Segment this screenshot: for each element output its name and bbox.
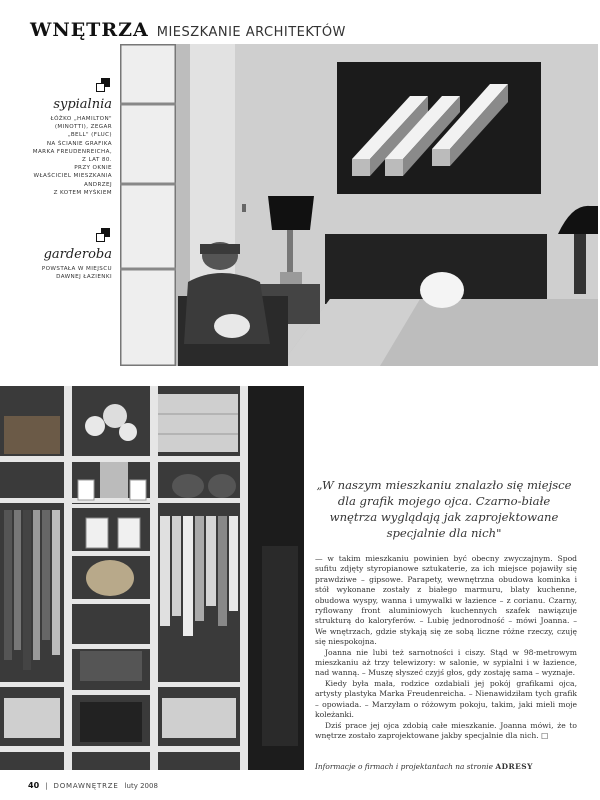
section-title: WNĘTRZA — [30, 19, 149, 41]
paragraph: — w takim mieszkaniu powinien być obecny zwyczajnym. Spod sufitu zdjęty styropianowe sztukaterie, za ich miejsce pojawiły się prawdziwe – gipsowe. Parapety, wewnętrzna obudowa kominka i stół wykonane zostały z białego marmuru, blaty kuchenne, obudowa wyspy, wanna i umywalki w łazience – z corianu. Czarny, ryflowany front aluminiowych kuchennych szafek nawiązuje strukturą do kaloryferów. – Lubię jednorodność – mówi Joanna. – We wnętrzach, gdzie stykają się ze sobą liczne różne rzeczy, czuję się niespokojna. — [315, 554, 577, 647]
sources-note-text: Informacje o firmach i projektantach na stronie — [315, 762, 493, 771]
section-subtitle: MIESZKANIE ARCHITEKTÓW — [156, 25, 346, 40]
bedroom-photo — [120, 44, 598, 366]
caption-wardrobe — [22, 222, 112, 281]
wardrobe-photo — [0, 386, 304, 770]
caption-bedroom — [22, 72, 112, 197]
sources-note — [315, 762, 577, 771]
caption-wardrobe-text: POWSTAŁA W MIEJSCU DAWNEJ ŁAZIENKI — [41, 266, 112, 281]
footer-divider: | — [45, 782, 48, 790]
pull-quote: „W naszym mieszkaniu znalazło się miejsce dla grafik mojego ojca. Czarno-białe wnętrza wyglądają jak zaprojektowane specjalnie dla nich" — [316, 478, 572, 540]
page-header — [30, 19, 346, 41]
caption-bedroom-text: ŁÓŻKO „HAMILTON" (MINOTTI), ZEGAR „BELL" (FLUC) NA ŚCIANIE GRAFIKA MARKA FREUDENREICHA, Z LAT 80. PRZY OKNIE WŁAŚCICIEL MIESZKANIA ANDRZEJ Z KOTEM MYŚKIEM — [32, 116, 112, 196]
paragraph: Kiedy była mała, rodzice ozdabiali jej pokój grafikami ojca, artysty plastyka Marka Freudenreicha. – Nienawidziłam tych grafik – opowiada. – Marzyłam o różowym pokoju, takim, jaki mieli moje koleżanki. — [315, 678, 577, 720]
issue-date: luty 2008 — [124, 782, 158, 790]
page-footer — [28, 781, 158, 790]
caption-marker-icon — [101, 78, 110, 87]
caption-bedroom-title: sypialnia — [53, 97, 112, 112]
paragraph: Joanna nie lubi też sarnotności i ciszy. Stąd w 98-metrowym mieszkaniu aż trzy telewizory: w salonie, w sypialni i w łazience, nad wanną. – Muszę słyszeć czyjś głos, gdy zostaję sama – wyznaje. — [315, 647, 577, 678]
magazine-name: DOMAWNĘTRZE — [53, 782, 119, 790]
caption-wardrobe-title: garderoba — [43, 247, 112, 262]
article-body — [315, 554, 577, 741]
paragraph: Dziś prace jej ojca zdobią całe mieszkanie. Joanna mówi, że to wnętrze zostało zaprojektowane jakby specjalnie dla nich. □ — [315, 720, 577, 740]
caption-marker-icon — [101, 228, 110, 237]
sources-link[interactable]: ADRESY — [495, 762, 533, 771]
page-number: 40 — [28, 781, 40, 790]
